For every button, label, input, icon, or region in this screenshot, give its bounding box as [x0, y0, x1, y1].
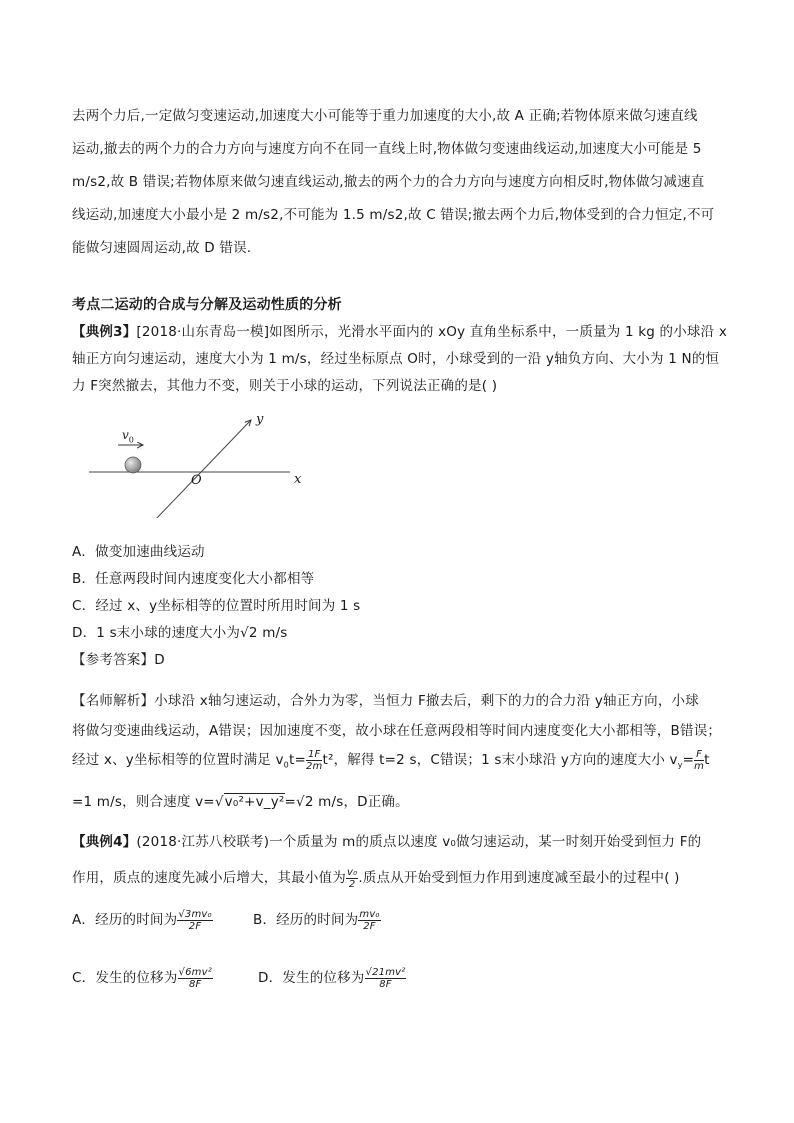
intro-line-5: 能做匀速圆周运动,故 D 错误. — [72, 240, 252, 256]
example3-line-2: 轴正方向匀速运动，速度大小为 1 m/s，经过坐标原点 O时，小球受到的一沿 y轴负方向、大小为 1 N的恒 — [72, 351, 720, 367]
example3-text-1: [2018·山东青岛一模]如图所示，光滑水平面内的 xOy 直角坐标系中，一质量为 1 kg 的小球沿 x — [136, 324, 728, 340]
analysis-text-3a: 经过 x、y坐标相等的位置时满足 v — [72, 752, 284, 768]
intro-line-4: 线运动,加速度大小最小是 2 m/s2,不可能为 1.5 m/s2,故 C 错误;撤去两个力后,物体受到的合力恒定,不可 — [72, 207, 715, 223]
y-axis-label: y — [256, 412, 264, 427]
x-axis-label: x — [294, 472, 302, 487]
analysis-text-3c: = — [682, 752, 695, 768]
analysis-line-1: 【名师解析】小球沿 x轴匀速运动，合外力为零，当恒力 F撤去后，剩下的力的合力沿 y轴正方向，小球 — [72, 693, 699, 709]
sub-y: y — [677, 760, 683, 770]
intro-line-2: 运动,撤去的两个力的合力方向与速度方向不在同一直线上时,物体做匀变速曲线运动,加速度大小可能是 5 — [72, 141, 702, 157]
analysis-text-3d: t — [704, 752, 710, 768]
example4-option-c: C．发生的位移为 $\frac{\text{√6mv²}}{8F}$ — [72, 966, 212, 990]
analysis-line-3 — [72, 748, 710, 772]
ball — [125, 457, 141, 473]
sub-0: 0 — [283, 760, 289, 770]
sqrt-expression: v₀²+v_y² — [224, 794, 285, 810]
v0-label: $v_0$ — [122, 428, 134, 445]
example4-line-1 — [72, 830, 701, 850]
option-c: C．经过 x、y坐标相等的位置时所用时间为 1 s — [72, 598, 361, 614]
analysis-text-4b: =√2 m/s，D正确。 — [284, 794, 409, 810]
answer: 【参考答案】D — [72, 652, 165, 668]
analysis-line-2: 将做匀变速曲线运动，A错误；因加速度不变，故小球在任意两段相等时间内速度变化大小都相等，B错误； — [72, 723, 722, 739]
example4-text-2a: 作用，质点的速度先减小后增大，其最小值为 — [72, 870, 346, 886]
section-heading: 考点二运动的合成与分解及运动性质的分析 — [72, 297, 342, 313]
fraction-f-m: $\frac{F}{m}$ — [694, 748, 705, 772]
example4-text-1: (2018·江苏八校联考)一个质量为 m的质点以速度 v₀做匀速运动，某一时刻开始受到恒力 F的 — [136, 834, 702, 850]
option-d: D．1 s末小球的速度大小为√2 m/s — [72, 625, 288, 641]
example3-line-3: 力 F突然撤去，其他力不变，则关于小球的运动，下列说法正确的是( ) — [72, 378, 498, 394]
analysis-line-4: =1 m/s，则合速度 v=√v₀²+v_y²=√2 m/s，D正确。 — [72, 794, 409, 810]
example3-figure — [85, 408, 345, 518]
intro-line-3: m/s2,故 B 错误;若物体原来做匀速直线运动,撤去的两个力的合力方向与速度方向相反时,物体做匀减速直 — [72, 174, 705, 190]
example4-option-d: D．发生的位移为 $\frac{\text{√21mv²}}{8F}$ — [258, 966, 406, 990]
option-a: A．做变加速曲线运动 — [72, 544, 205, 560]
analysis-text-3t: t= — [288, 752, 306, 768]
example3-tag: 【典例3】 — [72, 324, 137, 340]
example4-text-2b: .质点从开始受到恒力作用到速度减至最小的过程中( ) — [358, 870, 680, 886]
example3-line-1 — [72, 320, 727, 340]
analysis-text-4a: =1 m/s，则合速度 v= — [72, 794, 215, 810]
fraction-v0-2: $\frac{\text{v₀}}{2}$ — [347, 866, 358, 890]
example4-option-b: B．经历的时间为 $\frac{\text{mv₀}}{2F}$ — [253, 908, 380, 932]
option-b: B．任意两段时间内速度变化大小都相等 — [72, 571, 315, 587]
example4-tag: 【典例4】 — [72, 834, 137, 850]
fraction-1f-2m: $\frac{1F}{2m}$ — [305, 748, 323, 772]
example4-option-a: A．经历的时间为 $\frac{\text{√3mv₀}}{2F}$ — [72, 908, 212, 932]
example4-line-2 — [72, 866, 680, 890]
origin-label: O — [191, 473, 202, 488]
intro-line-1: 去两个力后,一定做匀变速运动,加速度大小可能等于重力加速度的大小,故 A 正确;若物体原来做匀速直线 — [72, 108, 698, 124]
y-axis — [155, 420, 251, 518]
analysis-text-3b: t²，解得 t=2 s，C错误；1 s末小球沿 y方向的速度大小 v — [322, 752, 678, 768]
